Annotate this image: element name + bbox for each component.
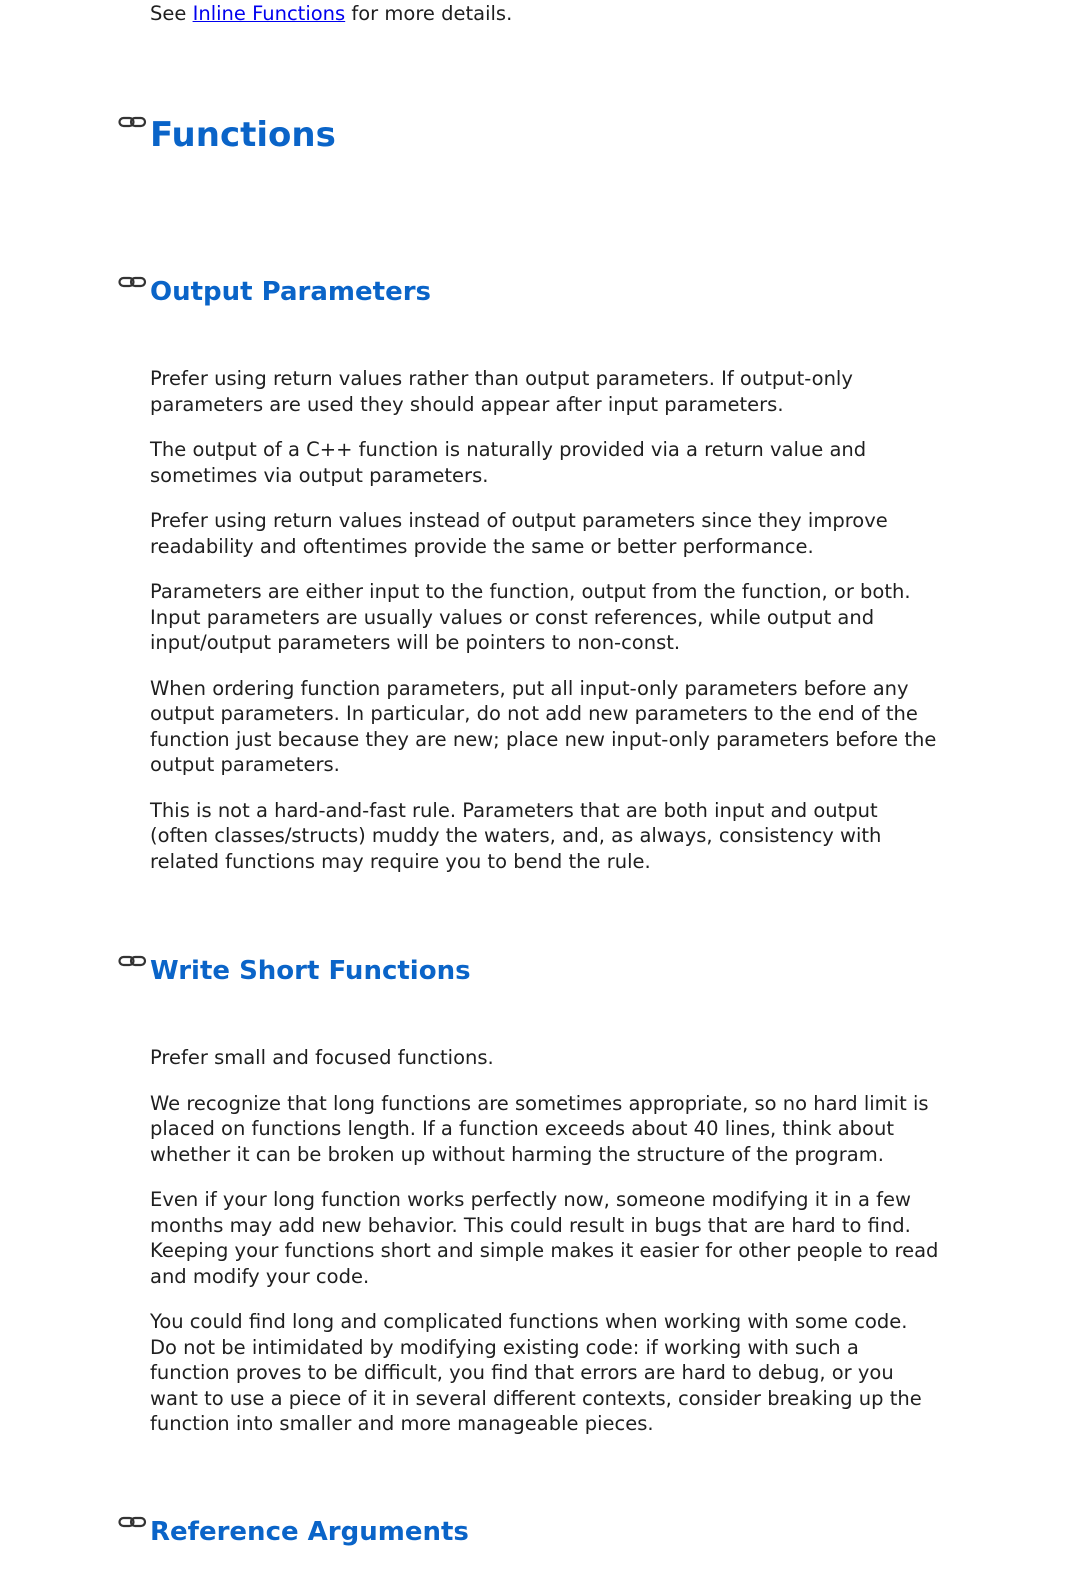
- paragraph: You could find long and complicated functions when working with some code. Do not be intimidated by modifying existing code: if working with such a function proves to be difficult, you find that errors are hard to debug, or you want to use a piece of it in several different contexts, consider breaking up the function into smaller and more manageable pieces.: [150, 1310, 922, 1435]
- functions-title: Functions: [150, 115, 336, 155]
- write-short-functions-title: Write Short Functions: [150, 956, 471, 986]
- intro-prefix: See: [150, 2, 193, 25]
- paragraph: The output of a C++ function is naturally provided via a return value and sometimes via output parameters.: [150, 438, 867, 487]
- reference-arguments-heading: [118, 1514, 469, 1550]
- functions-heading: [118, 112, 336, 158]
- output-parameters-body: [150, 366, 940, 874]
- intro-suffix: for more details.: [345, 2, 513, 25]
- intro-line: [150, 1, 512, 26]
- inline-functions-link[interactable]: Inline Functions: [192, 2, 346, 25]
- paragraph: This is not a hard-and-fast rule. Parameters that are both input and output (often classes/structs) muddy the waters, and, as always, consistency with related functions may require you to bend the rule.: [150, 798, 882, 873]
- paragraph: Prefer using return values rather than output parameters. If output-only parameters are used they should appear after input parameters.: [150, 367, 853, 416]
- paragraph: When ordering function parameters, put all input-only parameters before any output parameters. In particular, do not add new parameters to the end of the function just because they are new; place new input-only parameters before the output parameters.: [150, 676, 937, 776]
- output-parameters-heading: [118, 274, 431, 310]
- paragraph: Even if your long function works perfectly now, someone modifying it in a few months may add new behavior. This could result in bugs that are hard to find. Keeping your functions short and simple makes it easier for other people to read and modify your code.: [150, 1188, 939, 1288]
- paragraph: We recognize that long functions are sometimes appropriate, so no hard limit is placed on functions length. If a function exceeds about 40 lines, think about whether it can be broken up without harming the structure of the program.: [150, 1091, 929, 1166]
- write-short-functions-heading: [118, 953, 471, 989]
- paragraph: Prefer small and focused functions.: [150, 1046, 494, 1069]
- paragraph: Parameters are either input to the function, output from the function, or both. Input parameters are usually values or const references, while output and input/output parameters will be pointers to non-const.: [150, 580, 911, 654]
- write-short-functions-body: [150, 1045, 940, 1437]
- link-icon[interactable]: [118, 1514, 150, 1534]
- link-icon[interactable]: [118, 274, 150, 294]
- output-parameters-title: Output Parameters: [150, 277, 431, 307]
- link-icon[interactable]: [118, 953, 150, 973]
- reference-arguments-title: Reference Arguments: [150, 1517, 469, 1547]
- paragraph: Prefer using return values instead of output parameters since they improve readability and oftentimes provide the same or better performance.: [150, 509, 888, 558]
- link-icon[interactable]: [118, 114, 150, 134]
